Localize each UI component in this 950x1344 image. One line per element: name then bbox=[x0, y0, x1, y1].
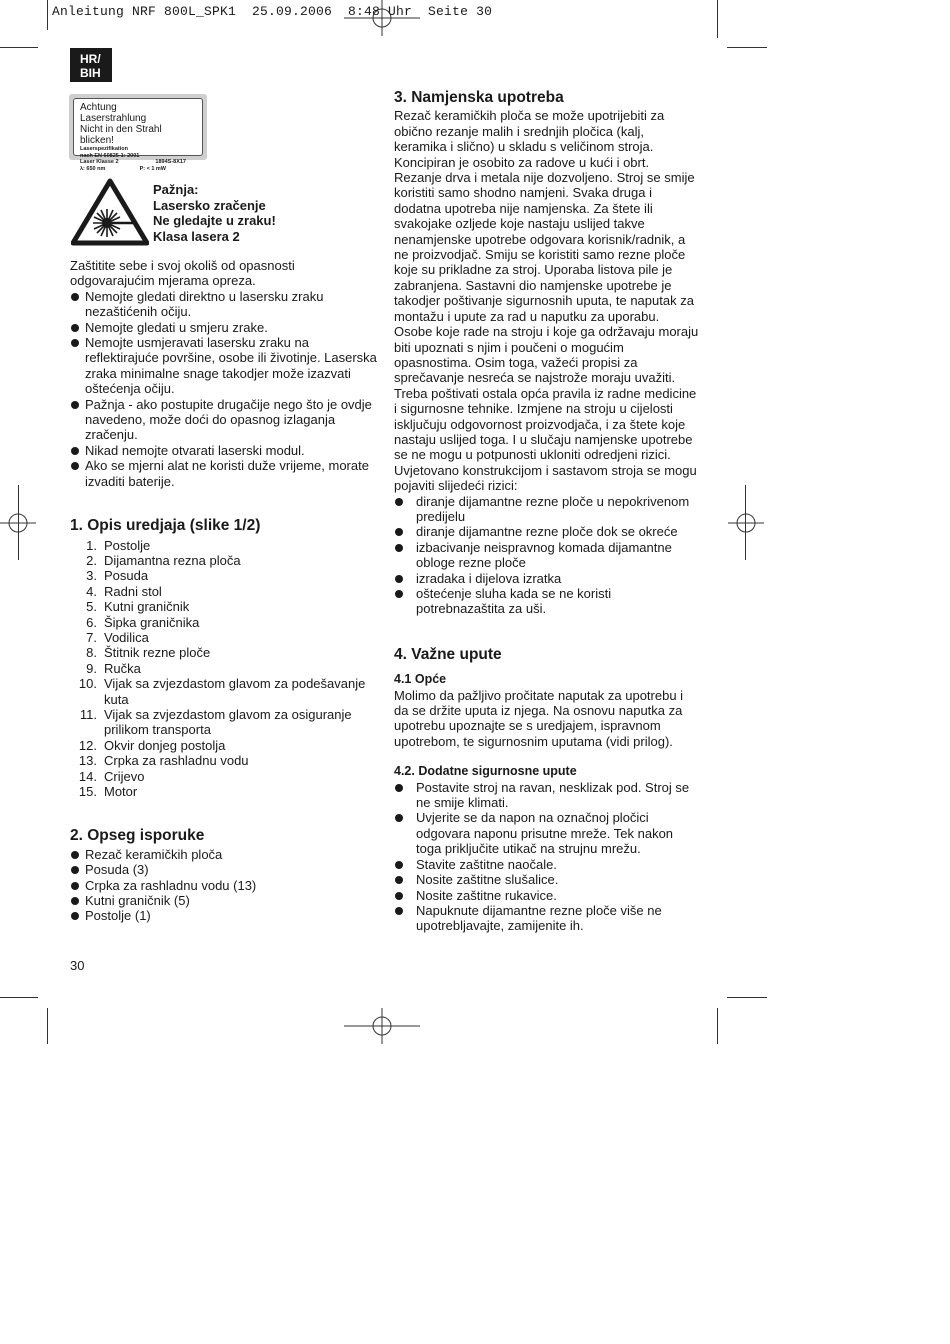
parts-list-item bbox=[70, 630, 380, 645]
warning-line: Pažnja: bbox=[153, 182, 199, 197]
item-label: Ručka bbox=[104, 660, 141, 676]
language-badge bbox=[70, 48, 112, 82]
item-label: Kutni graničnik bbox=[104, 599, 190, 615]
item-number: 10. bbox=[78, 676, 97, 692]
parts-list-item bbox=[70, 599, 380, 614]
warning-line: Lasersko zračenje bbox=[153, 197, 266, 213]
parts-list-item bbox=[70, 738, 380, 753]
page-number: 30 bbox=[70, 958, 85, 973]
label-line: Laser Klasse 2 bbox=[80, 159, 119, 165]
item-number: 1. bbox=[86, 537, 97, 553]
badge-line: BIH bbox=[80, 66, 101, 80]
item-number: 2. bbox=[86, 552, 97, 568]
item-number: 6. bbox=[86, 614, 97, 630]
list-item: izbacivanje neispravnog komada dijamantne obloge rezne ploče bbox=[394, 540, 700, 571]
item-number: 7. bbox=[86, 629, 97, 645]
list-item: Nemojte gledati direktno u lasersku zraku nezaštićenih očiju. bbox=[70, 289, 380, 320]
label-line: λ: 650 nm bbox=[80, 165, 106, 172]
list-item: Pažnja - ako postupite drugačije nego što je ovdje navedeno, može doći do opasnog izlaganja zračenju. bbox=[70, 397, 380, 443]
list-item: diranje dijamantne rezne ploče dok se okreće bbox=[394, 524, 700, 539]
section-heading: 1. Opis uredjaja (slike 1/2) bbox=[70, 517, 261, 535]
item-number: 4. bbox=[86, 583, 97, 599]
item-number: 15. bbox=[78, 784, 97, 799]
crop-mark bbox=[47, 1008, 48, 1044]
parts-list-item bbox=[70, 753, 380, 768]
list-item: Nosite zaštitne rukavice. bbox=[394, 888, 700, 903]
parts-list-item bbox=[70, 661, 380, 676]
item-label: Radni stol bbox=[104, 583, 162, 599]
crop-mark bbox=[0, 47, 38, 48]
crop-mark bbox=[717, 1008, 718, 1044]
parts-list-item bbox=[70, 645, 380, 660]
list-item: diranje dijamantne rezne ploče u nepokrivenom predijelu bbox=[394, 494, 700, 525]
laser-warning-text bbox=[153, 182, 276, 244]
intro-text: Zaštitite sebe i svoj okoliš od opasnosti odgovarajućim mjerama opreza. bbox=[70, 258, 295, 289]
crop-mark bbox=[0, 997, 38, 998]
label-line: nach EN 60825-1: 2001 bbox=[80, 152, 140, 159]
label-line: Laserstrahlung bbox=[80, 113, 147, 124]
parts-list-item bbox=[70, 538, 380, 553]
list-item: Kutni graničnik (5) bbox=[70, 893, 380, 908]
parts-list-item bbox=[70, 707, 380, 738]
print-header: Anleitung NRF 800L_SPK1 25.09.2006 8:48 Uhr Seite 30 bbox=[52, 4, 493, 19]
list-item: Nemojte usmjeravati lasersku zraku na reflektirajuće površine, osobe ili životinje. Laserska zraka minimalne snage takodjer može izazvati oštećenja očiju. bbox=[70, 335, 380, 397]
left-column bbox=[70, 258, 380, 924]
parts-list-item bbox=[70, 769, 380, 784]
label-line: Achtung bbox=[80, 102, 117, 113]
label-line: Nicht in den Strahl blicken! bbox=[80, 124, 162, 146]
list-item: izradaka i dijelova izratka bbox=[394, 571, 700, 586]
crop-mark bbox=[727, 997, 767, 998]
item-number: 5. bbox=[86, 599, 97, 615]
parts-list-item bbox=[70, 676, 380, 707]
label-line: P: < 1 mW bbox=[139, 165, 166, 172]
subsection-heading: 4.2. Dodatne sigurnosne upute bbox=[394, 764, 577, 779]
item-label: Crpka za rashladnu vodu bbox=[104, 753, 249, 769]
list-item: Crpka za rashladnu vodu (13) bbox=[70, 878, 380, 893]
crop-mark bbox=[727, 47, 767, 48]
badge-line: HR/ bbox=[80, 52, 101, 66]
parts-list-item bbox=[70, 615, 380, 630]
item-label: Vodilica bbox=[104, 629, 149, 645]
label-line: 1894S-8X17 bbox=[155, 159, 186, 165]
item-number: 13. bbox=[78, 753, 97, 769]
warning-line: Klasa lasera 2 bbox=[153, 228, 240, 244]
list-item: Postolje (1) bbox=[70, 908, 380, 923]
item-label: Vijak sa zvjezdastom glavom za podešavanje kuta bbox=[104, 676, 366, 707]
item-number: 9. bbox=[86, 660, 97, 676]
item-number: 12. bbox=[78, 737, 97, 753]
registration-mark bbox=[0, 506, 36, 542]
parts-list bbox=[70, 538, 380, 800]
list-item: Nikad nemojte otvarati laserski modul. bbox=[70, 443, 380, 458]
item-number: 11. bbox=[79, 706, 97, 722]
list-item: Rezač keramičkih ploča bbox=[70, 847, 380, 862]
item-label: Vijak sa zvjezdastom glavom za osiguranje prilikom transporta bbox=[104, 706, 352, 738]
laser-warning-label bbox=[69, 94, 207, 172]
crop-mark bbox=[47, 0, 48, 30]
laser-hazard-icon bbox=[71, 178, 149, 246]
right-column bbox=[394, 90, 700, 934]
section-heading: 4. Važne upute bbox=[394, 645, 502, 663]
list-item: Posuda (3) bbox=[70, 862, 380, 877]
list-item: Nosite zaštitne slušalice. bbox=[394, 872, 700, 887]
parts-list-item bbox=[70, 584, 380, 599]
registration-mark bbox=[728, 506, 764, 542]
item-number: 14. bbox=[78, 768, 97, 784]
list-item: Postavite stroj na ravan, nesklizak pod. Stroj se ne smije klimati. bbox=[394, 780, 700, 811]
warning-line: Ne gledajte u zraku! bbox=[153, 213, 276, 228]
crop-mark bbox=[717, 0, 718, 38]
parts-list-item bbox=[70, 568, 380, 583]
list-item: oštećenje sluha kada se ne koristi potrebnazaštita za uši. bbox=[394, 586, 700, 617]
item-label: Šipka graničnika bbox=[104, 614, 200, 630]
paragraph: Molimo da pažljivo pročitate naputak za upotrebu i da se držite uputa iz njega. Na osnovu naputka za upotrebu upoznajte se s uredjajem, ispravnom upotrebom, te sigurnosnim uputama (vidi prilog). bbox=[394, 687, 684, 749]
list-item: Ako se mjerni alat ne koristi duže vrijeme, morate izvaditi baterije. bbox=[70, 458, 380, 489]
item-number: 8. bbox=[86, 645, 97, 661]
parts-list-item bbox=[70, 784, 380, 799]
parts-list-item bbox=[70, 553, 380, 568]
item-label: Štitnik rezne ploče bbox=[104, 645, 211, 661]
item-label: Dijamantna rezna ploča bbox=[104, 552, 241, 568]
item-number: 3. bbox=[86, 568, 97, 584]
item-label: Posuda bbox=[104, 568, 149, 584]
item-label: Okvir donjeg postolja bbox=[104, 737, 226, 753]
label-line: Laserspezifikation bbox=[80, 146, 128, 152]
item-label: Motor bbox=[104, 784, 138, 799]
paragraph: Rezač keramičkih ploča se može upotrijebiti za obično rezanje malih i srednjih pločica (kalj, keramika i slično) u skladu s veličinom stroja. Koncipiran je osobito za radove u kući i obrt. Rezanje drva i metala nije dozvoljeno. Stroj se smije koristiti samo shodno namjeni. Svaka druga i dodatna upotreba nije namjenska. Za štete ili svakojake ozljede koje nastaju uslijed takve nenamjenske upotrebe odgovara korisnik/radnik, a ne proizvodjač. Smiju se koristiti samo rezne ploče koje su prikladne za stroj. Uporaba listova pile je zabranjena. Sastavni dio namjenske upotrebe je takodjer poštivanje sigurnosnih uputa, te naputak za montažu i upute za rad u naputku za uporabu. Osobe koje rade na stroju i koje ga održavaju moraju biti upoznati s njim i poučeni o mogućim opasnostima. Osim toga, važeći propisi za sprečavanje nesreća se najstrože moraju uvažiti. Treba poštivati ostala opća pravila iz radne medicine i sigurnosne tehnike. Izmjene na stroju u cijelosti isključuju odgovornost proizvodjača, i za štete koje nastaju uslijed toga. I u slučaju namjenske upotrebe se ne mogu u potpunosti ukloniti odredjeni rizici. Uvjetovano konstrukcijom i sastavom stroja se mogu pojaviti slijedeći rizici: bbox=[394, 108, 699, 494]
item-label: Postolje bbox=[104, 537, 151, 553]
subsection-heading: 4.1 Opće bbox=[394, 672, 447, 687]
list-item: Nemojte gledati u smjeru zrake. bbox=[70, 320, 380, 335]
section-heading: 2. Opseg isporuke bbox=[70, 827, 205, 845]
section-heading: 3. Namjenska upotreba bbox=[394, 89, 564, 106]
list-item: Napuknute dijamantne rezne ploče više ne upotrebljavajte, zamijenite ih. bbox=[394, 903, 700, 934]
item-label: Crijevo bbox=[104, 768, 145, 784]
list-item: Stavite zaštitne naočale. bbox=[394, 857, 700, 872]
registration-mark bbox=[344, 1008, 420, 1044]
list-item: Uvjerite se da napon na označnoj pločici odgovara naponu prisutne mreže. Tek nakon toga priključite utikač na strujnu mrežu. bbox=[394, 810, 700, 856]
